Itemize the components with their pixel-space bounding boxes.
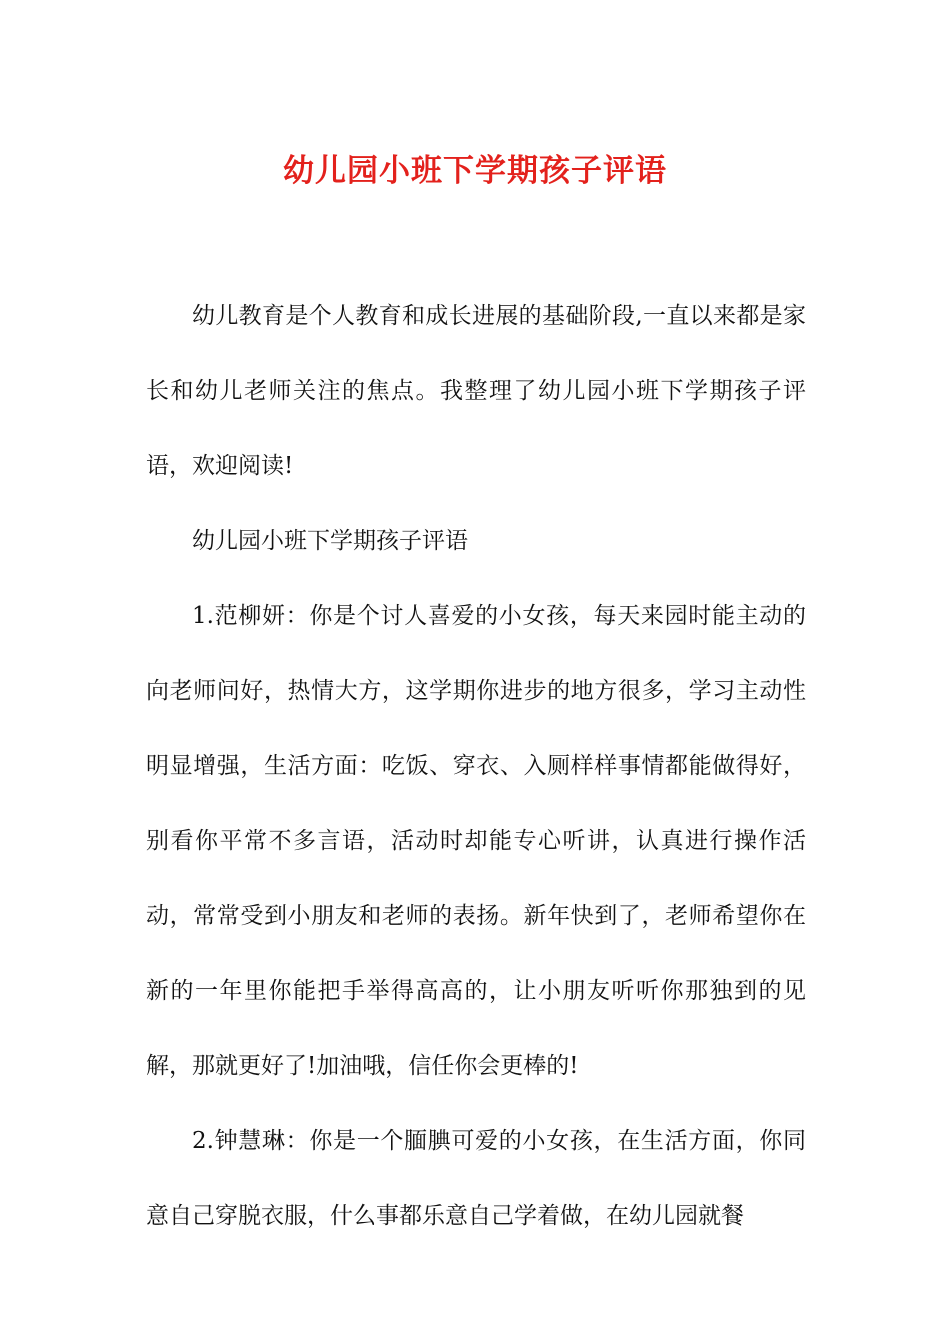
- document-body: [146, 279, 806, 1254]
- document-title: 幼儿园小班下学期孩子评语: [283, 153, 667, 189]
- intro-paragraph: 幼儿教育是个人教育和成长进展的基础阶段,一直以来都是家长和幼儿老师关注的焦点。我整理了幼儿园小班下学期孩子评语，欢迎阅读!: [146, 303, 806, 479]
- section-heading: 幼儿园小班下学期孩子评语: [192, 528, 468, 554]
- comment-paragraph-2: 2.钟慧琳：你是一个腼腆可爱的小女孩，在生活方面，你同意自己穿脱衣服，什么事都乐意自己学着做，在幼儿园就餐: [146, 1128, 806, 1229]
- comment-paragraph-1: 1.范柳妍：你是个讨人喜爱的小女孩，每天来园时能主动的向老师问好，热情大方，这学期你进步的地方很多，学习主动性明显增强，生活方面：吃饭、穿衣、入厕样样事情都能做得好，别看你平常不多言语，活动时却能专心听讲，认真进行操作活动，常常受到小朋友和老师的表扬。新年快到了，老师希望你在新的一年里你能把手举得高高的，让小朋友听听你那独到的见解，那就更好了!加油哦，信任你会更棒的!: [146, 603, 806, 1079]
